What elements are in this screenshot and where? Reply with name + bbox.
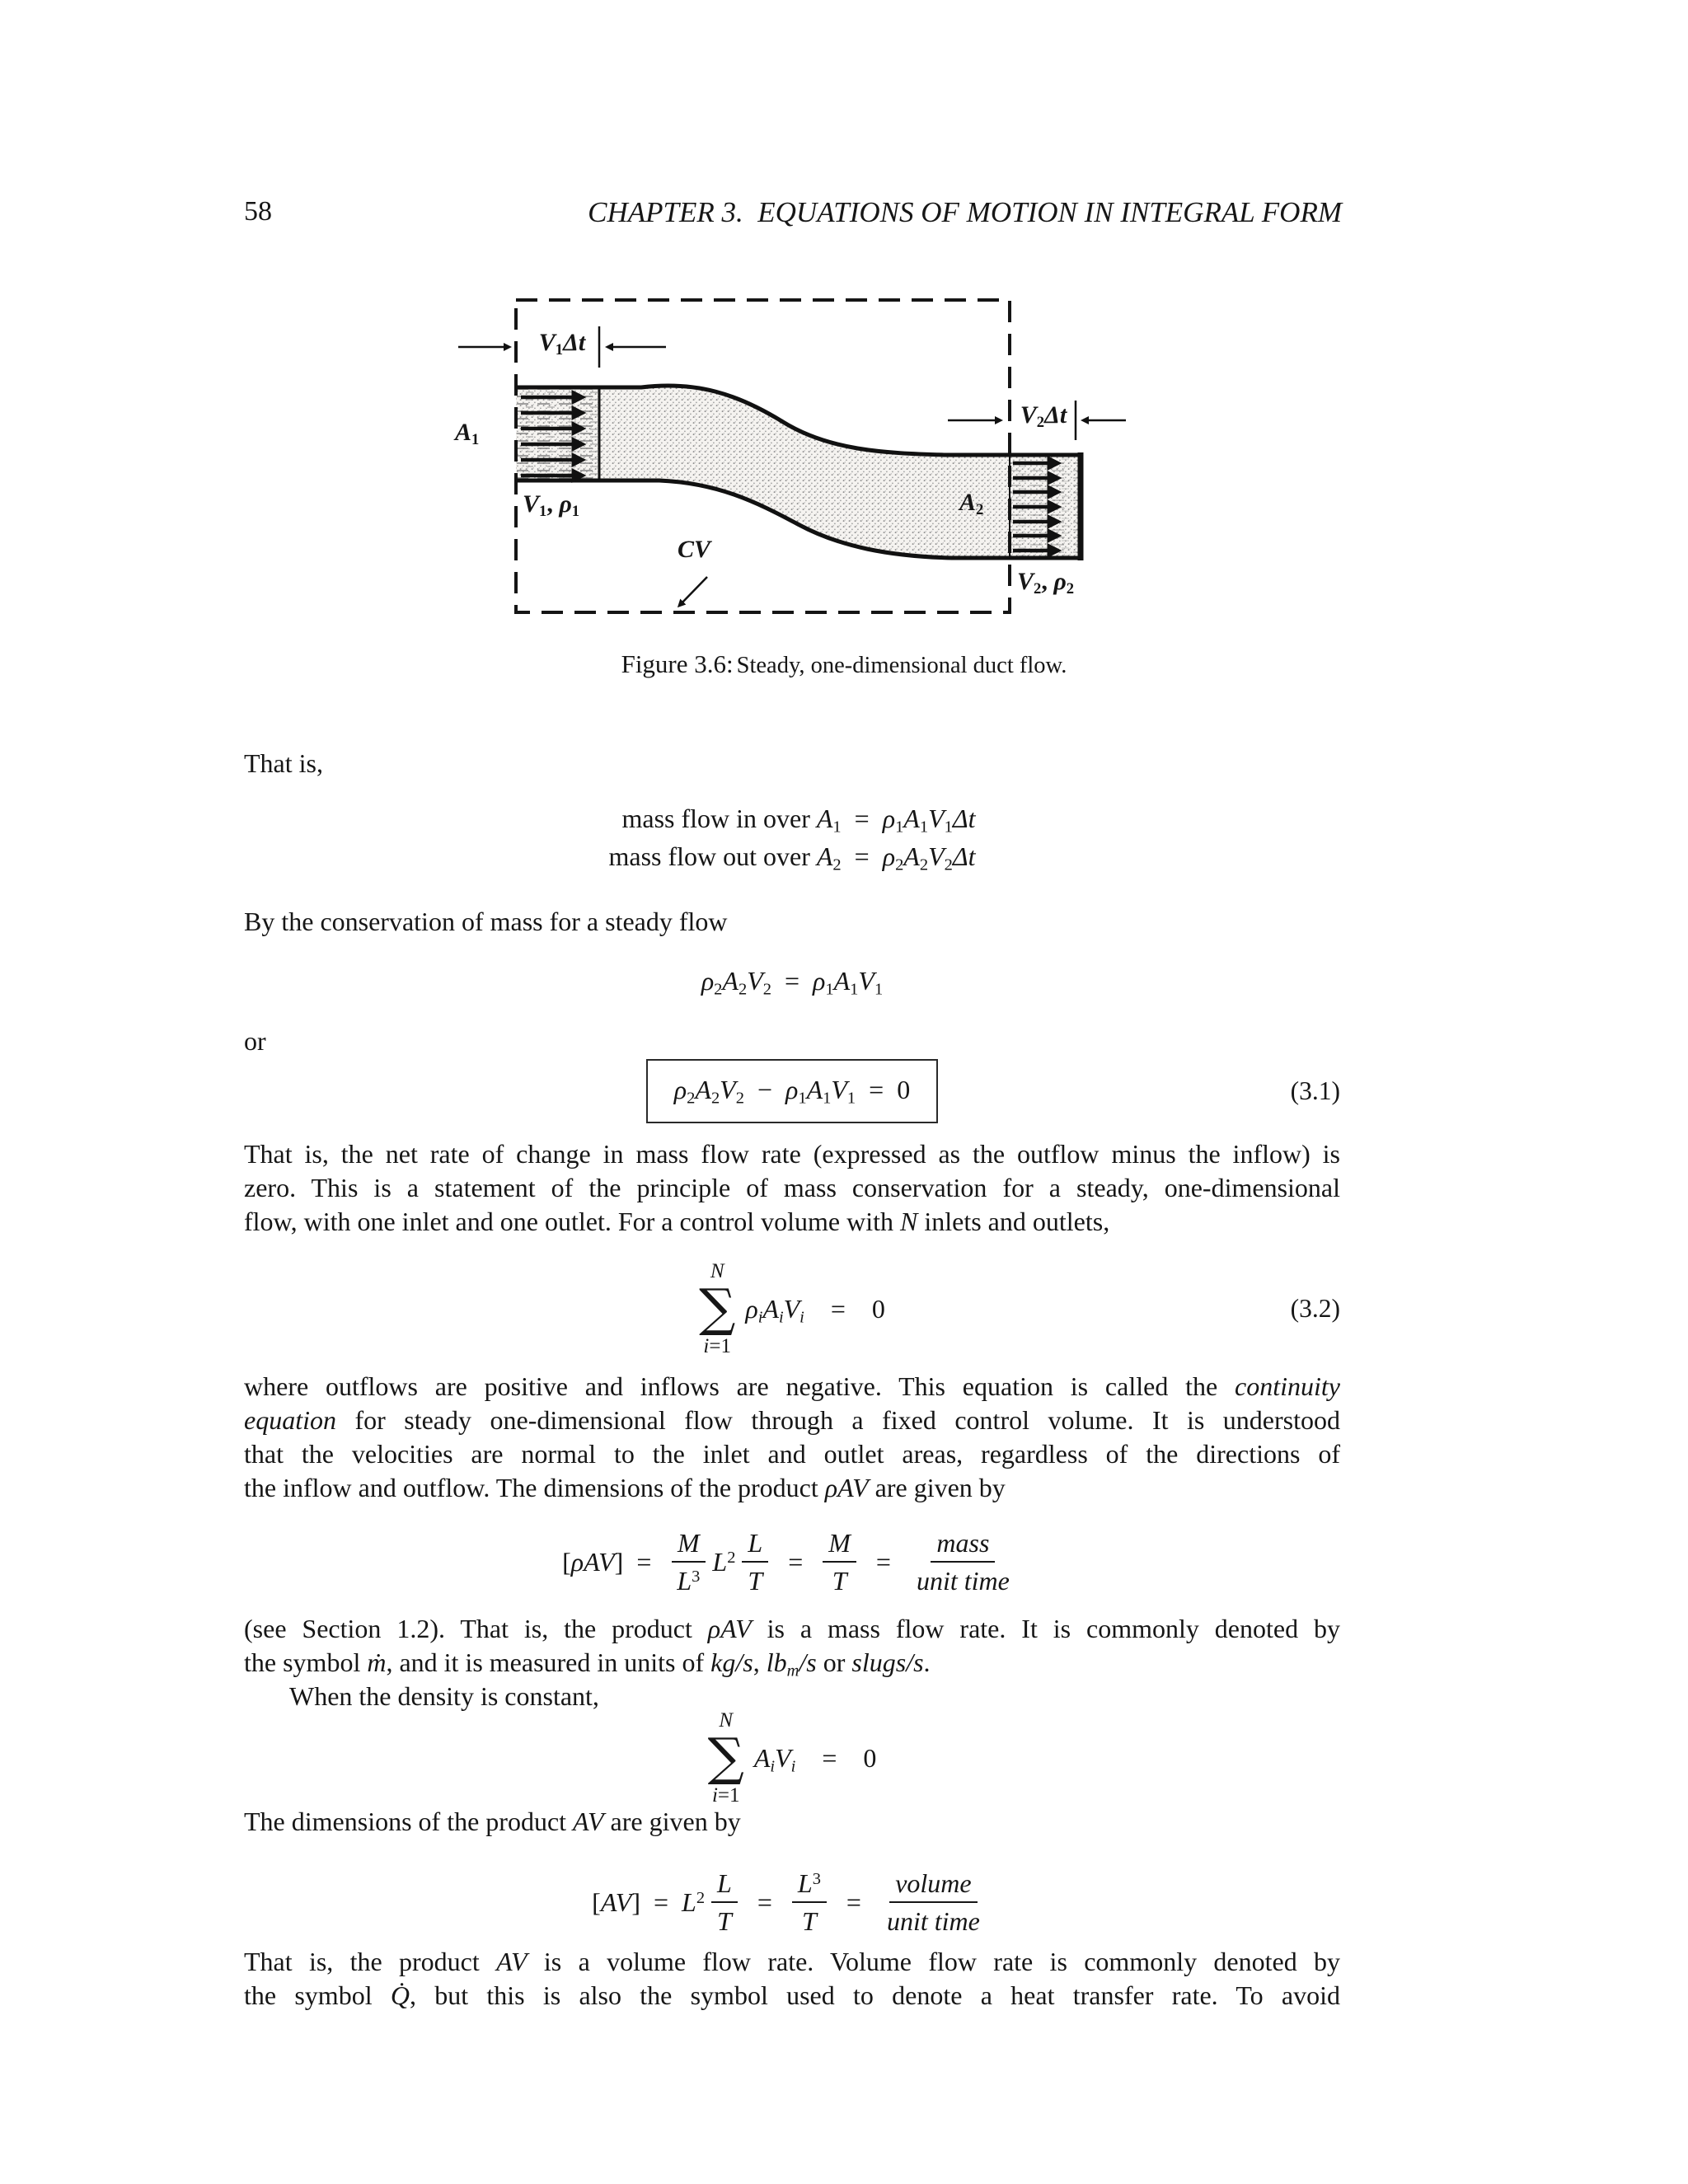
- fraction-numerator: M: [672, 1527, 706, 1563]
- text-line: zero. This is a statement of the principle of mass conservation for a steady, one-dimensional: [244, 1173, 1340, 1202]
- text-line: the symbol Q̇, but this is also the symbol used to denote a heat transfer rate. To avoid: [244, 1980, 1341, 2010]
- text-line: That is, the net rate of change in mass flow rate (expressed as the outflow minus the inflow) is: [244, 1139, 1340, 1169]
- figure-caption-label: Figure 3.6:: [621, 649, 734, 678]
- equation-number: (3.2): [1290, 1294, 1340, 1323]
- fraction-numerator: volume: [889, 1868, 977, 1903]
- equation-av-dimensions: [244, 1861, 1340, 1943]
- figure-caption-text: Steady, one-dimensional duct flow.: [736, 653, 1067, 678]
- fraction: [792, 1868, 827, 1938]
- fraction: [911, 1527, 1015, 1597]
- figure-caption: [0, 649, 1688, 679]
- fraction: [823, 1527, 856, 1597]
- eq-relation: =: [832, 1886, 874, 1917]
- eq-body: $A_iV_i$ = 0: [753, 1742, 877, 1776]
- label-v1-rho1: $V_1$, $\rho_1$: [523, 490, 580, 521]
- summation-symbol: [708, 1710, 744, 1806]
- inlet-swept-volume: [517, 388, 598, 480]
- sigma-icon: ∑: [699, 1277, 736, 1338]
- running-chapter-title: CHAPTER 3. EQUATIONS OF MOTION IN INTEGRAL FORM: [588, 196, 1342, 228]
- eq-relation: =: [854, 841, 870, 871]
- equation-mass-flow-definitions: [244, 804, 1340, 872]
- sigma-icon: ∑: [707, 1727, 744, 1788]
- label-v2-rho2: $V_2$, $\rho_2$: [1017, 568, 1075, 598]
- equation-rho-av-dimensions: [244, 1521, 1340, 1603]
- duct-interior: [516, 386, 1081, 558]
- eq-relation: =: [743, 1886, 785, 1917]
- paragraph-by-conservation: [244, 905, 1340, 939]
- fraction-numerator: L: [711, 1868, 738, 1903]
- equation-number: (3.1): [1290, 1076, 1340, 1105]
- label-v2-delta-t: $V_2\Delta t$: [1020, 401, 1067, 432]
- label-a1: $A_1$: [455, 419, 480, 449]
- label-v1-delta-t: $V_1\Delta t$: [538, 329, 586, 359]
- sum-upper-limit: N: [710, 1260, 724, 1283]
- text-line: By the conservation of mass for a steady flow: [244, 907, 728, 936]
- paragraph-net-rate: [244, 1137, 1340, 1239]
- fraction-denominator: unit time: [916, 1566, 1010, 1596]
- eq-body: $\rho_iA_iV_i$ = 0: [745, 1293, 885, 1327]
- eq-term: $L^2$: [712, 1546, 736, 1577]
- fraction: [671, 1527, 706, 1597]
- paragraph-volume-flow-rate: [244, 1945, 1340, 2013]
- paragraph-av-dimensions: [244, 1805, 1340, 1839]
- sum-upper-limit: N: [719, 1709, 734, 1732]
- text-line: or: [244, 1026, 266, 1056]
- text-line: That is,: [244, 748, 323, 778]
- eq-body: $\rho_2A_2V_2$ = $\rho_1A_1V_1$: [701, 966, 884, 999]
- page-number: 58: [244, 196, 272, 227]
- text-line: (see Section 1.2). That is, the product ρAV is a mass flow rate. It is commonly denoted by: [244, 1614, 1341, 1643]
- text-line: the inflow and outflow. The dimensions of the product ρAV are given by: [244, 1473, 1006, 1502]
- label-cv: CV: [678, 536, 711, 563]
- paragraph-continuity: [244, 1370, 1340, 1505]
- fraction-denominator: T: [802, 1906, 817, 1936]
- text-line: that the velocities are normal to the inlet and outlet areas, regardless of the directions of: [244, 1439, 1340, 1469]
- equation-mass-balance: [244, 966, 1340, 999]
- fraction-numerator: M: [823, 1527, 856, 1563]
- eq-lhs: [ρAV] =: [562, 1546, 665, 1577]
- label-a2: $A_2$: [959, 489, 984, 519]
- text-line: The dimensions of the product AV are given by: [244, 1807, 741, 1836]
- text-line: equation for steady one-dimensional flow through a fixed control volume. It is understood: [244, 1405, 1340, 1435]
- boxed-equation: [646, 1059, 938, 1123]
- eq-lhs: [AV] = $L^2$: [592, 1886, 706, 1917]
- paragraph-that-is: [244, 747, 1340, 780]
- equation-3-1: [244, 1053, 1340, 1129]
- fraction-denominator: $L^3$: [677, 1566, 701, 1596]
- summation-symbol: [699, 1261, 735, 1357]
- text-line: flow, with one inlet and one outlet. For a control volume with N inlets and outlets,: [244, 1207, 1110, 1236]
- text-line: where outflows are positive and inflows are negative. This equation is called the continuity: [244, 1371, 1340, 1401]
- fraction-denominator: T: [832, 1566, 847, 1596]
- eq-rhs: $\rho_2A_2V_2\Delta t$: [882, 841, 976, 874]
- fraction-denominator: T: [748, 1566, 763, 1596]
- fraction: [711, 1868, 738, 1938]
- eq-body: $\rho_2A_2V_2$ − $\rho_1A_1V_1$ = 0: [673, 1075, 911, 1108]
- text-line: When the density is constant,: [289, 1681, 599, 1711]
- outlet-flow-arrows: [1013, 463, 1057, 551]
- eq-lhs: mass flow out over $A_2$: [608, 841, 842, 874]
- text-line: That is, the product AV is a volume flow rate. Volume flow rate is commonly denoted by: [244, 1947, 1341, 1976]
- text-line: the symbol ṁ, and it is measured in units of kg/s, $lb_m/s$ or slugs/s.: [244, 1647, 931, 1680]
- fraction-numerator: L: [742, 1527, 768, 1563]
- fraction: [881, 1868, 986, 1938]
- eq-relation: =: [854, 804, 870, 833]
- fraction-numerator: mass: [931, 1527, 995, 1563]
- fraction-numerator: $L^3$: [792, 1868, 827, 1903]
- fraction-denominator: T: [717, 1906, 732, 1936]
- aligned-equations: [608, 804, 975, 872]
- sum-lower-limit: i=1: [703, 1334, 731, 1357]
- equation-3-2: [244, 1254, 1340, 1364]
- eq-relation: =: [862, 1546, 904, 1577]
- paragraph-mass-flow-rate: [244, 1612, 1340, 1713]
- sum-lower-limit: i=1: [711, 1783, 740, 1807]
- eq-rhs: $\rho_1A_1V_1\Delta t$: [882, 804, 976, 837]
- fraction-denominator: unit time: [886, 1906, 980, 1936]
- cv-pointer-arrow: [679, 577, 707, 606]
- eq-relation: =: [775, 1546, 817, 1577]
- equation-sum-av: [244, 1703, 1340, 1813]
- eq-lhs: mass flow in over $A_1$: [621, 804, 842, 837]
- fraction: [742, 1527, 768, 1597]
